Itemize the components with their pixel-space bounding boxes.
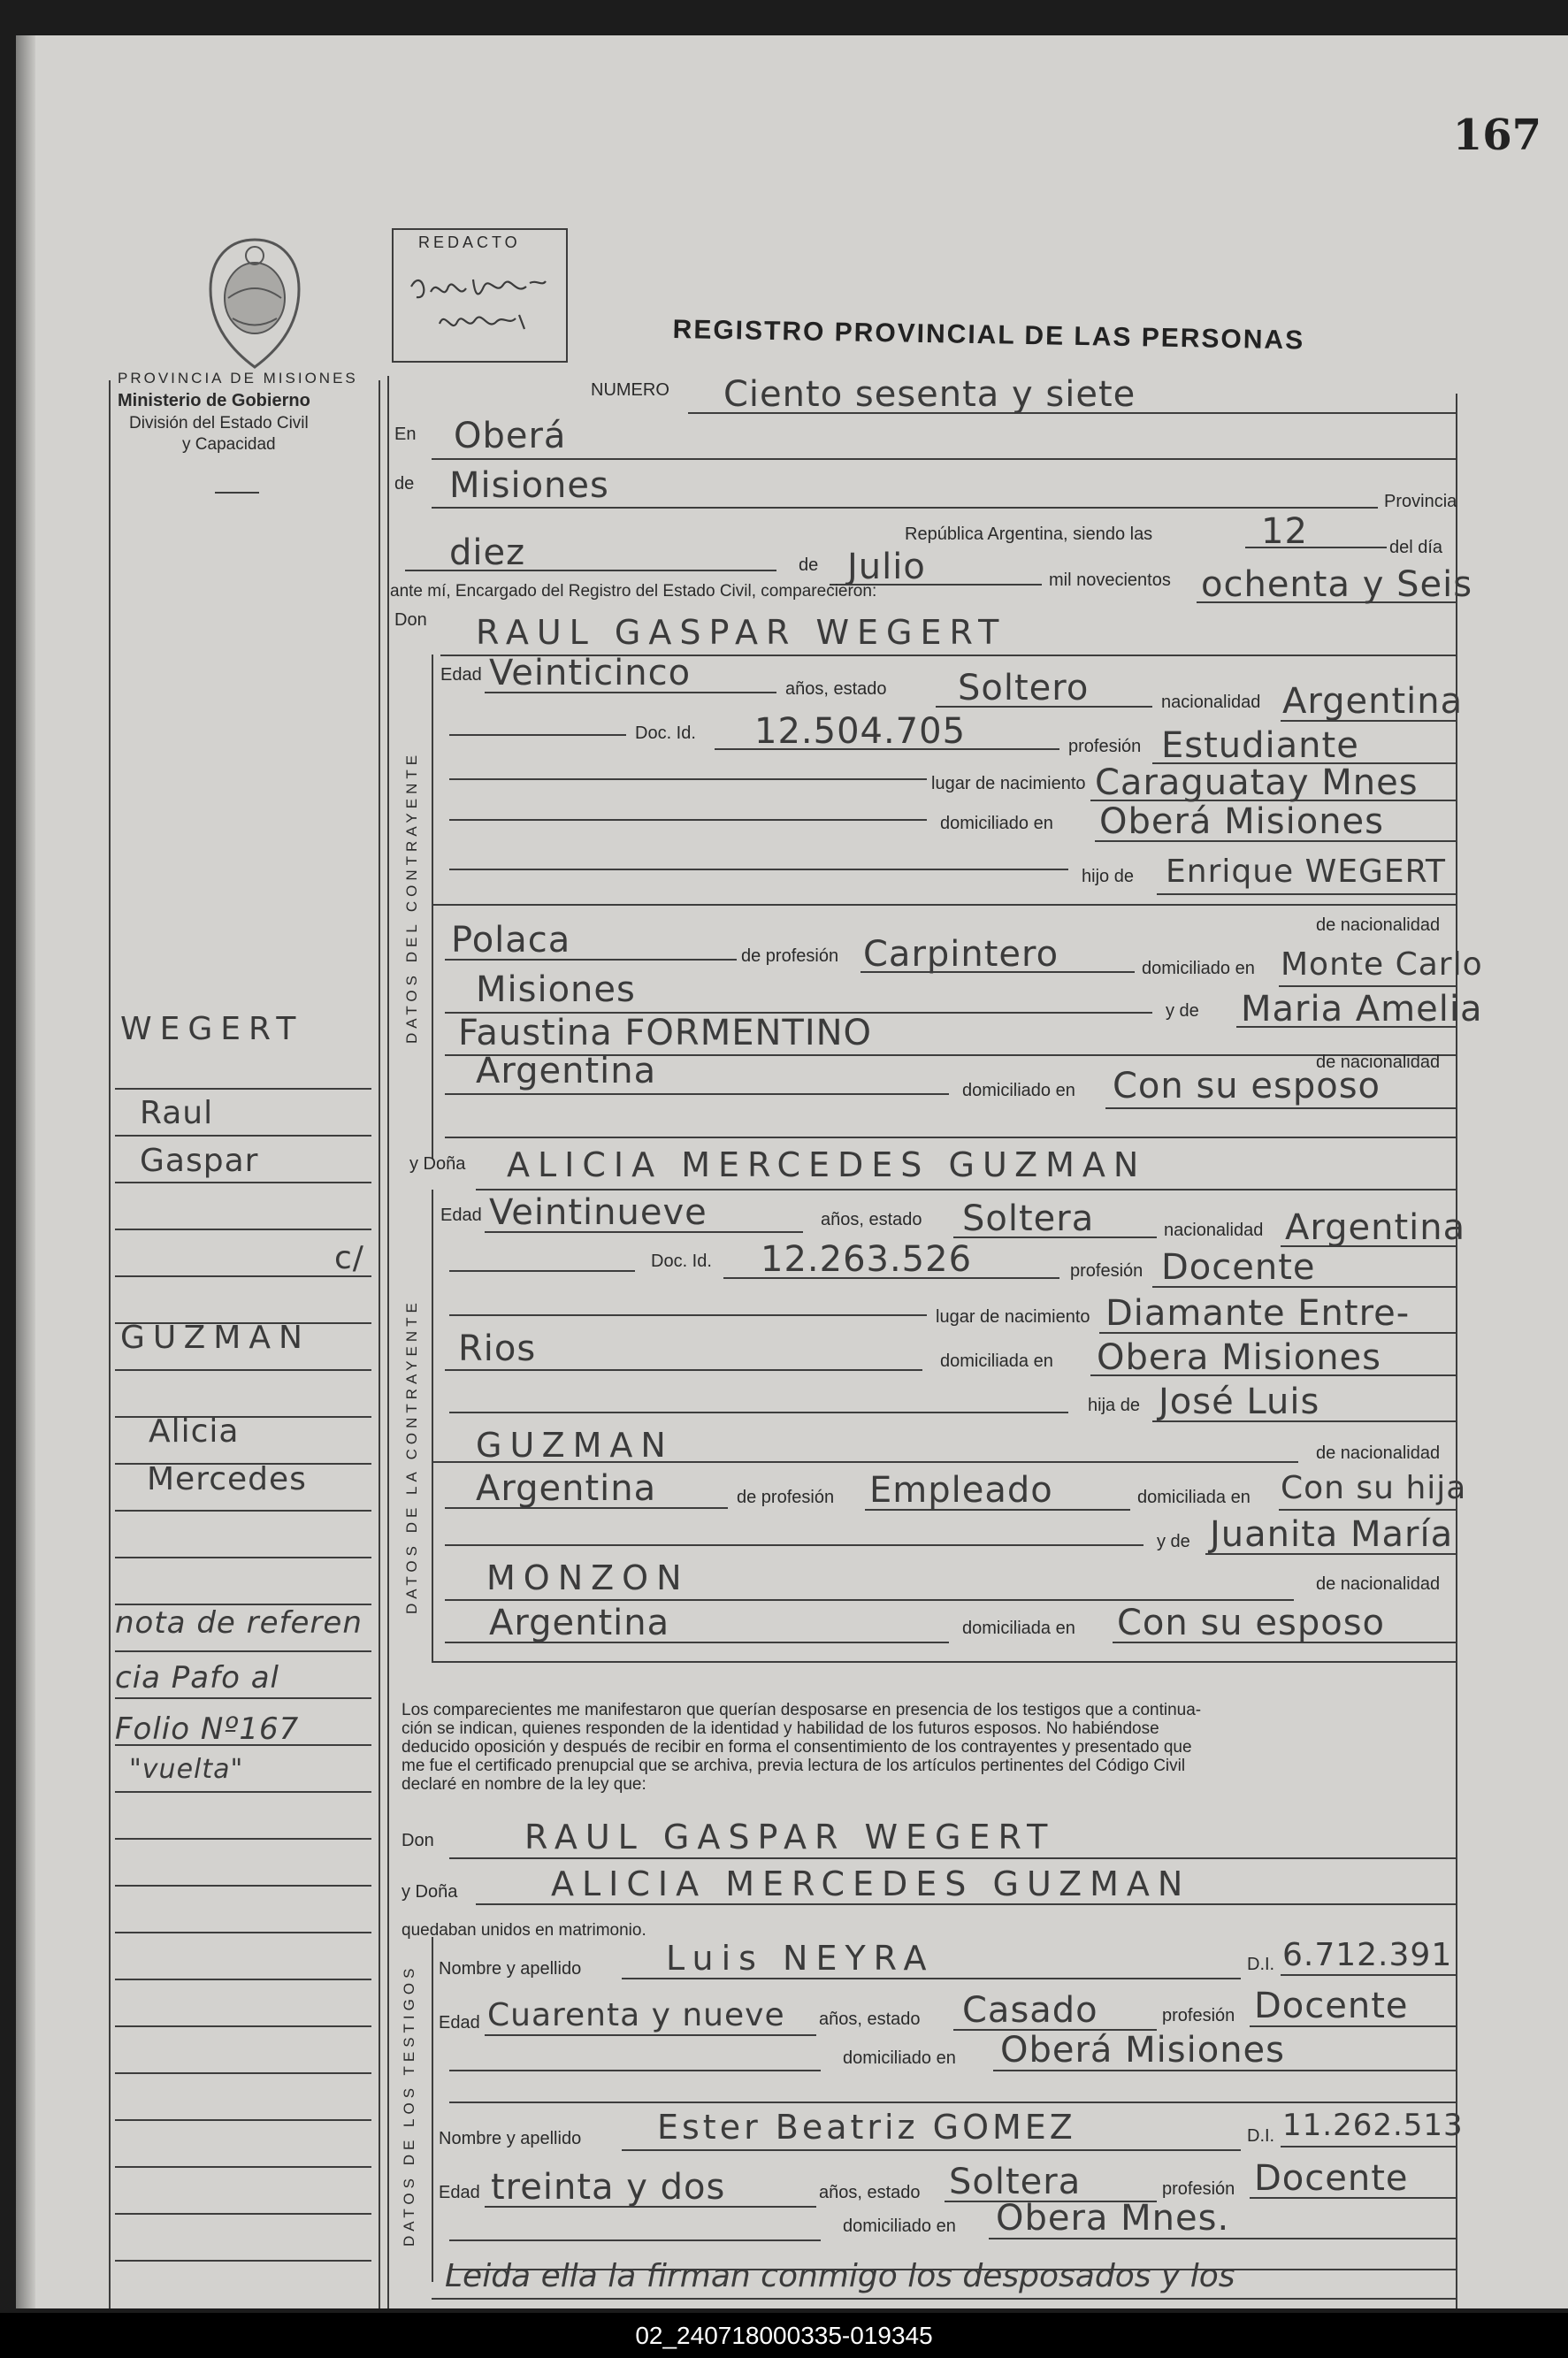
groom-padre: Enrique WEGERT xyxy=(1166,854,1446,890)
bride-section-end-rule xyxy=(432,1661,1456,1663)
witness2-di-rule xyxy=(1281,2146,1456,2147)
groom-profesion: Estudiante xyxy=(1161,725,1359,766)
witness1-di-rule xyxy=(1281,1974,1456,1976)
provincia-label: Provincia xyxy=(1384,492,1457,511)
groom-madre-nac-rule xyxy=(445,1093,949,1095)
witness2-di-label: D.I. xyxy=(1247,2126,1275,2146)
page-number: 167 xyxy=(1452,111,1541,160)
redacto-stamp xyxy=(392,228,568,363)
bride-padre-nac: Argentina xyxy=(476,1468,657,1509)
groom-padre-dom: Monte Carlo xyxy=(1281,946,1483,983)
groom-hijo-label: hijo de xyxy=(1082,867,1134,886)
witness2-dom: Obera Mnes. xyxy=(996,2198,1230,2239)
witness1-di: 6.712.391 xyxy=(1282,1937,1453,1973)
groom-nacionalidad-label: nacionalidad xyxy=(1161,693,1261,712)
bride-doc: 12.263.526 xyxy=(761,1239,973,1280)
bride-padre-dom: Con su hija xyxy=(1281,1470,1467,1506)
groom-estado-rule xyxy=(936,706,1152,708)
bride-name-rule xyxy=(476,1189,1456,1190)
bride-y-de-label: y de xyxy=(1157,1532,1190,1551)
book-spine xyxy=(16,35,35,2308)
groom-estado-label: años, estado xyxy=(785,679,887,699)
en-value: Oberá xyxy=(454,416,567,456)
witness1-nombre: Luis NEYRA xyxy=(666,1939,935,1978)
witness2-nombre-label: Nombre y apellido xyxy=(439,2129,582,2148)
declaration-line-4: me fue el certificado prenupcial que se archiva, previa lectura de los artículos pertinentes del Código Civil xyxy=(402,1757,1186,1775)
division-heading: División del Estado Civil xyxy=(129,414,309,433)
bride-hija-label: hija de xyxy=(1088,1396,1140,1415)
margin-note-against: c/ xyxy=(334,1240,364,1276)
witness1-dom-rule xyxy=(993,2070,1456,2071)
numero-label: NUMERO xyxy=(591,380,669,400)
bride-madre: Juanita María xyxy=(1210,1514,1454,1555)
declaration-paragraph xyxy=(402,1701,1201,1794)
bride-lugar2-rule xyxy=(445,1369,922,1371)
bride-dona-label: y Doña xyxy=(409,1154,466,1174)
groom-madre-nac: Argentina xyxy=(476,1051,657,1091)
groom-edad-rule xyxy=(485,692,776,693)
witness2-profesion: Docente xyxy=(1254,2158,1409,2199)
bride-profesion-label: profesión xyxy=(1070,1261,1143,1281)
register-page xyxy=(16,35,1568,2308)
bride-name: ALICIA MERCEDES GUZMAN xyxy=(507,1145,1147,1184)
bride-lugar: Diamante Entre- xyxy=(1105,1293,1411,1334)
groom-doc-lead-rule xyxy=(449,734,626,736)
del-dia-label: del día xyxy=(1389,538,1443,557)
month-value: Julio xyxy=(847,547,926,587)
bride-padre-prof: Empleado xyxy=(869,1470,1053,1511)
witness1-edad-label: Edad xyxy=(439,2013,480,2033)
bottom-closing-note: Leida ella la firman conmigo los desposados y los xyxy=(445,2258,1235,2294)
bride-doc-rule xyxy=(723,1277,1059,1279)
coat-of-arms-seal xyxy=(193,234,317,376)
witness2-dom-label: domiciliado en xyxy=(843,2216,956,2236)
witness2-estado: Soltera xyxy=(949,2162,1082,2202)
groom-lugar-lead-rule xyxy=(449,778,927,780)
bride-estado-rule xyxy=(953,1236,1157,1238)
ante-label: ante mí, Encargado del Registro del Estado Civil, comparecieron: xyxy=(390,582,877,601)
groom-edad: Veinticinco xyxy=(489,653,692,693)
groom-padre-prof: Carpintero xyxy=(863,934,1059,975)
bride-padre-dom-label: domiciliada en xyxy=(1137,1488,1251,1507)
groom-padre-nac: Polaca xyxy=(451,920,571,961)
groom-padre-prof-label: de profesión xyxy=(741,946,839,966)
form-left-border xyxy=(387,376,389,2308)
witness2-di: 11.262.513 xyxy=(1282,2108,1464,2143)
bride-lugar-rule xyxy=(1099,1332,1456,1334)
bride-madre-dom-rule xyxy=(1113,1642,1456,1643)
witness1-dom: Oberá Misiones xyxy=(1000,2030,1286,2071)
groom-name: RAUL GASPAR WEGERT xyxy=(476,613,1007,652)
groom-profesion-label: profesión xyxy=(1068,737,1142,756)
bride-nacionalidad-label: nacionalidad xyxy=(1164,1221,1264,1240)
witness1-nombre-rule xyxy=(622,1978,1241,1979)
declaration-don-value: RAUL GASPAR WEGERT xyxy=(524,1818,1056,1857)
image-id-footer: 02_240718000335-019345 xyxy=(0,2313,1568,2358)
witness2-edad: treinta y dos xyxy=(491,2167,726,2208)
groom-madre-dom-rule xyxy=(1105,1107,1456,1109)
witness1-estado: Casado xyxy=(962,1990,1098,2031)
groom-lugar: Caraguatay Mnes xyxy=(1095,762,1419,803)
de-rule xyxy=(432,507,1378,509)
numero-value: Ciento sesenta y siete xyxy=(723,374,1136,415)
witness2-nombre-rule xyxy=(622,2149,1241,2151)
bride-domicilio: Obera Misiones xyxy=(1097,1337,1382,1378)
bride-padre-prof-rule xyxy=(865,1509,1130,1511)
witness2-dom-rule xyxy=(989,2238,1456,2239)
declaration-don-label: Don xyxy=(402,1831,434,1850)
bride-madre-lead-rule xyxy=(445,1544,1143,1546)
witness1-end-rule xyxy=(449,2102,1456,2103)
numero-rule xyxy=(688,412,1456,414)
margin-note-surname: WEGERT xyxy=(120,1011,304,1047)
sidebar-right-border xyxy=(379,380,380,2308)
bride-padre-prof-label: de profesión xyxy=(737,1488,835,1507)
witness1-profesion: Docente xyxy=(1254,1986,1409,2026)
mil-label: mil novecientos xyxy=(1049,570,1171,590)
witness1-profesion-rule xyxy=(1250,2025,1456,2027)
redacto-signature xyxy=(404,260,555,348)
bride-edad: Veintinueve xyxy=(489,1192,708,1233)
groom-padre-dom-rule xyxy=(1279,985,1456,987)
groom-madre-nac-label: de nacionalidad xyxy=(1316,1053,1441,1072)
groom-estado: Soltero xyxy=(958,668,1090,708)
groom-padre-nac-label: de nacionalidad xyxy=(1316,915,1441,935)
bride-padre2: GUZMAN xyxy=(476,1426,674,1465)
witness1-edad-rule xyxy=(485,2034,816,2036)
groom-doc: 12.504.705 xyxy=(754,711,967,752)
declaration-dona-label: y Doña xyxy=(402,1882,458,1902)
bride-estado-label: años, estado xyxy=(821,1210,922,1229)
bride-profesion-rule xyxy=(1152,1286,1456,1288)
declaration-line-3: deducido oposición y después de recibir en forma el consentimiento de los contrayentes y presentado que xyxy=(402,1738,1192,1757)
margin-note-reference-3: Folio Nº167 xyxy=(115,1711,300,1747)
groom-nacionalidad: Argentina xyxy=(1282,681,1464,722)
witness-section-border xyxy=(432,1937,433,2282)
groom-padre-rule xyxy=(1157,893,1456,895)
groom-lugar-label: lugar de nacimiento xyxy=(931,774,1086,793)
witness2-nombre: Ester Beatriz GOMEZ xyxy=(657,2108,1076,2147)
hour-value: 12 xyxy=(1261,511,1308,552)
bride-padre-rule xyxy=(1152,1420,1456,1422)
groom-madre-rule xyxy=(1236,1026,1456,1028)
witness1-dom-label: domiciliado en xyxy=(843,2048,956,2068)
margin-note-reference-4: "vuelta" xyxy=(129,1754,244,1785)
bride-edad-label: Edad xyxy=(440,1206,482,1225)
bride-madre-rule xyxy=(1205,1553,1456,1555)
witness1-nombre-label: Nombre y apellido xyxy=(439,1959,582,1979)
bottom-closing-rule xyxy=(432,2298,1456,2300)
groom-madre-dom: Con su esposo xyxy=(1113,1066,1381,1106)
groom-madre2: Faustina FORMENTINO xyxy=(458,1013,873,1053)
hour-rule xyxy=(1245,547,1387,548)
groom-padre-prof-rule xyxy=(860,971,1135,973)
bride-padre-dom-rule xyxy=(1279,1509,1456,1511)
groom-doc-rule xyxy=(715,748,1059,750)
bride-madre-nac-rule xyxy=(445,1642,949,1643)
bride-madre2-rule xyxy=(445,1599,1294,1601)
bride-domicilio-label: domiciliada en xyxy=(940,1351,1053,1371)
groom-nacionalidad-rule xyxy=(1281,720,1456,722)
bride-domicilio-rule xyxy=(1090,1374,1456,1376)
groom-padre-dom2: Misiones xyxy=(476,969,636,1010)
groom-domicilio-label: domiciliado en xyxy=(940,814,1053,833)
bride-madre-dom: Con su esposo xyxy=(1117,1603,1385,1643)
redacto-label: REDACTO xyxy=(418,234,521,251)
declaration-don-rule xyxy=(449,1857,1456,1859)
bride-edad-rule xyxy=(485,1231,803,1233)
republica-label: República Argentina, siendo las xyxy=(905,524,1153,544)
groom-dom-lead-rule xyxy=(449,819,927,821)
sidebar-left-border xyxy=(109,380,111,2308)
declaration-closing: quedaban unidos en matrimonio. xyxy=(402,1921,646,1940)
bride-padre-nac-label: de nacionalidad xyxy=(1316,1443,1441,1463)
declaration-line-2: ción se indican, quienes responden de la identidad y habilidad de los futuros esposos. No habiéndose xyxy=(402,1719,1159,1738)
bride-hija-lead-rule xyxy=(449,1412,1068,1413)
declaration-line-1: Los comparecientes me manifestaron que querían desposarse en presencia de los testigos que a continua- xyxy=(402,1701,1202,1719)
bride-lugar2: Rios xyxy=(458,1328,537,1369)
bride-nacionalidad: Argentina xyxy=(1285,1207,1466,1248)
witness2-edad-rule xyxy=(485,2206,816,2208)
bride-madre-dom-label: domiciliada en xyxy=(962,1619,1075,1638)
groom-section-border xyxy=(432,655,433,1159)
bride-padre: José Luis xyxy=(1159,1382,1320,1422)
groom-padre-nac-rule xyxy=(445,959,737,961)
capacity-heading: y Capacidad xyxy=(182,435,276,454)
de-label: de xyxy=(394,474,415,494)
bride-padre-nac-rule xyxy=(445,1507,728,1509)
witness2-estado-label: años, estado xyxy=(819,2183,921,2202)
groom-hijo-lead-rule xyxy=(449,869,1068,870)
en-label: En xyxy=(394,425,417,444)
witness1-edad: Cuarenta y nueve xyxy=(487,1997,785,2033)
margin-note-reference-2: cia Pafo al xyxy=(115,1660,279,1696)
witness1-profesion-label: profesión xyxy=(1162,2006,1235,2025)
groom-section-divider xyxy=(432,904,1456,906)
groom-don-label: Don xyxy=(394,610,427,630)
groom-doc-label: Doc. Id. xyxy=(635,723,696,743)
groom-domicilio-rule xyxy=(1095,840,1456,842)
groom-padre-dom-label: domiciliado en xyxy=(1142,959,1255,978)
groom-y-de-label: y de xyxy=(1166,1001,1199,1021)
margin-note-first-name: Raul xyxy=(140,1095,214,1131)
witness2-profesion-label: profesión xyxy=(1162,2179,1235,2199)
groom-madre: Maria Amelia xyxy=(1241,989,1483,1030)
en-rule xyxy=(432,458,1456,460)
groom-section-end-rule xyxy=(445,1137,1456,1138)
bride-madre-nac: Argentina xyxy=(489,1603,670,1643)
bride-section-label: DATOS DE LA CONTRAYENTE xyxy=(403,1298,420,1614)
bride-profesion: Docente xyxy=(1161,1247,1316,1288)
bride-padre2-rule xyxy=(432,1461,1298,1463)
margin-note-reference-1: nota de referen xyxy=(115,1605,363,1641)
bride-doc-label: Doc. Id. xyxy=(651,1252,712,1271)
bride-madre2: MONZON xyxy=(486,1558,690,1597)
province-heading: PROVINCIA DE MISIONES xyxy=(118,370,358,387)
bride-doc-lead-rule xyxy=(449,1270,635,1272)
witness2-profesion-rule xyxy=(1250,2197,1456,2199)
day-rule xyxy=(405,570,776,571)
margin-note-bride-surname: GUZMAN xyxy=(120,1320,310,1356)
margin-note-bride-second-name: Mercedes xyxy=(147,1461,307,1497)
declaration-line-5: declaré en nombre de la ley que: xyxy=(402,1775,646,1794)
groom-domicilio: Oberá Misiones xyxy=(1099,801,1385,842)
bride-madre-nac-label: de nacionalidad xyxy=(1316,1574,1441,1594)
witness1-di-label: D.I. xyxy=(1247,1955,1275,1974)
register-title: REGISTRO PROVINCIAL DE LAS PERSONAS xyxy=(672,315,1305,356)
margin-note-bride-first-name: Alicia xyxy=(149,1413,240,1450)
de2-label: de xyxy=(799,555,819,575)
sidebar-heading-rule xyxy=(215,492,259,494)
margin-note-second-name: Gaspar xyxy=(140,1143,259,1179)
bride-lugar-lead-rule xyxy=(449,1314,927,1316)
groom-section-label: DATOS DEL CONTRAYENTE xyxy=(403,750,420,1044)
declaration-dona-rule xyxy=(476,1903,1456,1905)
year-rule xyxy=(1197,601,1456,603)
groom-edad-label: Edad xyxy=(440,665,482,685)
year-value: ochenta y Seis xyxy=(1201,564,1473,605)
bride-estado: Soltera xyxy=(962,1198,1095,1239)
groom-madre-dom-label: domiciliado en xyxy=(962,1081,1075,1100)
day-value: diez xyxy=(449,532,526,573)
witness2-dom-lead-rule xyxy=(449,2239,821,2241)
declaration-dona-value: ALICIA MERCEDES GUZMAN xyxy=(551,1864,1191,1903)
de-value: Misiones xyxy=(449,465,609,506)
witness2-edad-label: Edad xyxy=(439,2183,480,2202)
witness-section-label: DATOS DE LOS TESTIGOS xyxy=(401,1964,417,2247)
witness1-estado-label: años, estado xyxy=(819,2010,921,2029)
witness1-dom-lead-rule xyxy=(449,2070,821,2071)
bride-lugar-label: lugar de nacimiento xyxy=(936,1307,1090,1327)
bride-section-border xyxy=(432,1190,433,1663)
ministry-heading: Ministerio de Gobierno xyxy=(118,391,310,410)
